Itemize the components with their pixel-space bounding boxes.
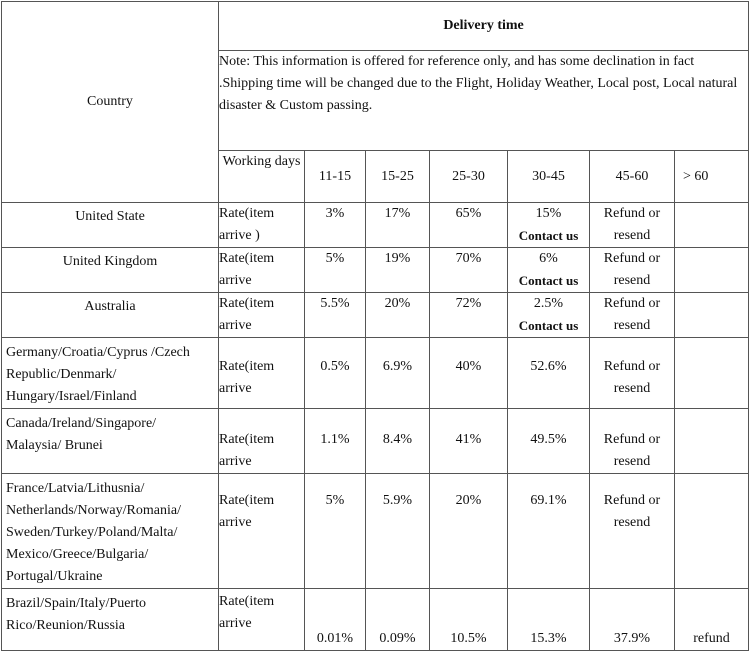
value-cell: Refund or resend (590, 248, 675, 293)
value-cell: 37.9% (590, 589, 675, 651)
table-row (2, 248, 749, 293)
country-header: Country (2, 2, 219, 203)
range-header-25-30: 25-30 (430, 151, 508, 203)
rate-label: Rate(item arrive (219, 409, 305, 474)
value-text: 2.5% (533, 296, 564, 311)
range-header-30-45: 30-45 (508, 151, 590, 203)
value-cell: 0.5% (305, 338, 366, 409)
value-cell-with-contact (508, 248, 590, 293)
value-cell: Refund or resend (590, 474, 675, 589)
table-row (2, 338, 749, 409)
value-cell: 17% (366, 203, 430, 248)
value-cell: 5.9% (366, 474, 430, 589)
value-cell: Refund or resend (590, 293, 675, 338)
value-cell: 72% (430, 293, 508, 338)
value-cell (675, 203, 749, 248)
value-cell: 5% (305, 474, 366, 589)
value-cell: Refund or resend (590, 203, 675, 248)
rate-label: Rate(item arrive (219, 293, 305, 338)
value-cell (675, 338, 749, 409)
table-row (2, 409, 749, 474)
value-cell: 0.09% (366, 589, 430, 651)
value-cell: 8.4% (366, 409, 430, 474)
country-cell: United State (2, 203, 219, 248)
value-cell: 15.3% (508, 589, 590, 651)
value-cell: 1.1% (305, 409, 366, 474)
value-cell: 20% (430, 474, 508, 589)
value-cell: 10.5% (430, 589, 508, 651)
value-cell: 70% (430, 248, 508, 293)
table-title: Delivery time (219, 2, 749, 51)
value-cell: 5% (305, 248, 366, 293)
delivery-time-table (1, 1, 749, 651)
value-cell (675, 474, 749, 589)
range-header-11-15: 11-15 (305, 151, 366, 203)
country-cell: United Kingdom (2, 248, 219, 293)
value-cell: 0.01% (305, 589, 366, 651)
value-cell: 52.6% (508, 338, 590, 409)
contact-us-text: Contact us (518, 228, 579, 243)
value-cell: Refund or resend (590, 409, 675, 474)
range-header-over-60: > 60 (675, 151, 749, 203)
value-text: 6% (539, 251, 558, 266)
table-row (2, 474, 749, 589)
value-text: 15% (535, 206, 562, 221)
country-cell: Germany/Croatia/Cyprus /Czech Republic/Denmark/ Hungary/Israel/Finland (2, 338, 219, 409)
country-cell: France/Latvia/Lithusnia/ Netherlands/Norway/Romania/ Sweden/Turkey/Poland/Malta/ Mexico/Greece/Bulgaria/ Portugal/Ukraine (2, 474, 219, 589)
working-days-header: Working days (219, 151, 305, 203)
contact-us-text: Contact us (518, 318, 579, 333)
value-cell: Refund or resend (590, 338, 675, 409)
value-cell: 5.5% (305, 293, 366, 338)
value-cell: 41% (430, 409, 508, 474)
value-cell: 3% (305, 203, 366, 248)
value-cell: refund (675, 589, 749, 651)
value-cell (675, 248, 749, 293)
table-row (2, 293, 749, 338)
value-cell: 40% (430, 338, 508, 409)
value-cell-with-contact (508, 293, 590, 338)
value-cell-with-contact (508, 203, 590, 248)
rate-label: Rate(item arrive ) (219, 203, 305, 248)
contact-us-text: Contact us (518, 273, 579, 288)
value-cell: 49.5% (508, 409, 590, 474)
rate-label: Rate(item arrive (219, 474, 305, 589)
value-cell: 19% (366, 248, 430, 293)
country-cell: Canada/Ireland/Singapore/ Malaysia/ Brunei (2, 409, 219, 474)
value-cell (675, 409, 749, 474)
value-cell: 69.1% (508, 474, 590, 589)
value-cell: 6.9% (366, 338, 430, 409)
range-header-15-25: 15-25 (366, 151, 430, 203)
country-cell: Australia (2, 293, 219, 338)
rate-label: Rate(item arrive (219, 338, 305, 409)
rate-label: Rate(item arrive (219, 248, 305, 293)
country-cell: Brazil/Spain/Italy/Puerto Rico/Reunion/Russia (2, 589, 219, 651)
value-cell: 20% (366, 293, 430, 338)
table-row (2, 589, 749, 651)
range-header-45-60: 45-60 (590, 151, 675, 203)
value-cell: 65% (430, 203, 508, 248)
reference-note: Note: This information is offered for reference only, and has some declination in fact .Shipping time will be changed due to the Flight, Holiday Weather, Local post, Local natural disaster & Custom passing. (219, 51, 749, 151)
value-cell (675, 293, 749, 338)
rate-label: Rate(item arrive (219, 589, 305, 651)
table-row (2, 203, 749, 248)
